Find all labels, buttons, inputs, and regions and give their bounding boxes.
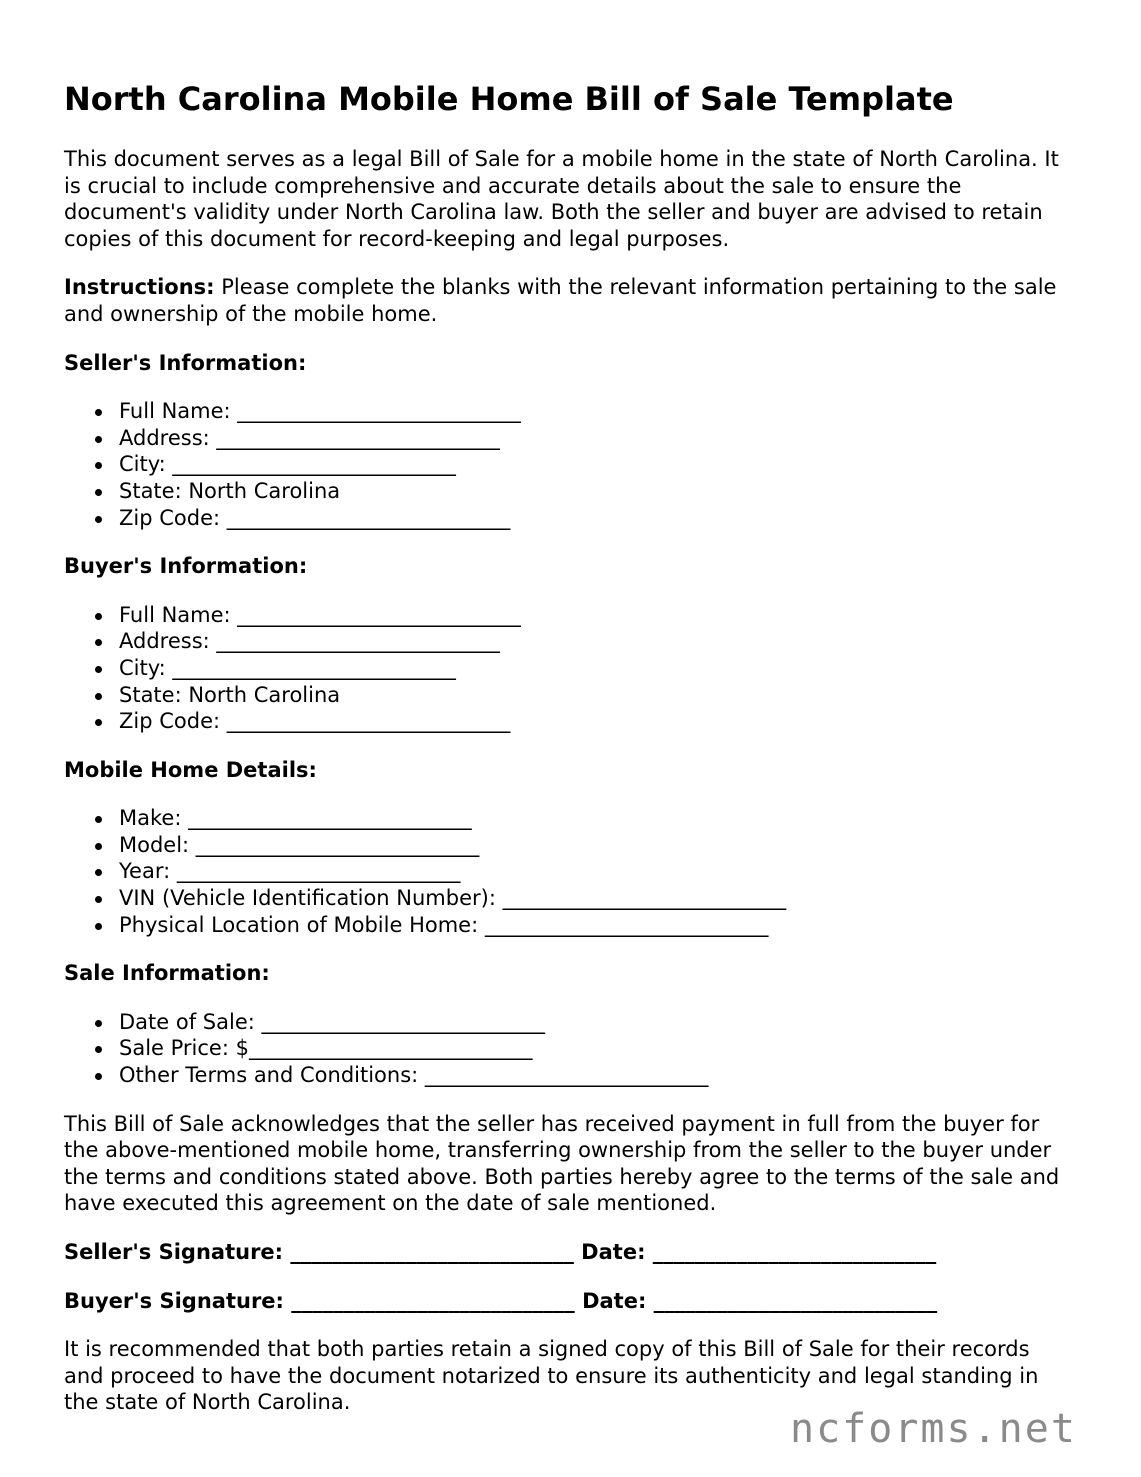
vin-field: VIN (Vehicle Identification Number): ___________________________ [119,885,1074,912]
seller-zip-field: Zip Code: ___________________________ [119,505,1074,532]
seller-state-field: State: North Carolina [119,478,1074,505]
intro-paragraph: This document serves as a legal Bill of Sale for a mobile home in the state of North Carolina. It is crucial to include comprehensive and accurate details about the sale to ensure the document's validity under North Carolina law. Both the seller and buyer are advised to retain copies of this document for record-keeping and legal purposes. [64,147,1059,251]
closing-paragraph: It is recommended that both parties retain a signed copy of this Bill of Sale for their records and proceed to have the document notarized to ensure its authenticity and legal standing in the state of North Carolina. [64,1337,1039,1415]
instructions-label: Instructions: [64,275,215,300]
buyer-address-field: Address: ___________________________ [119,628,1074,655]
seller-heading: Seller's Information: [64,350,307,375]
mobile-home-list [64,805,1074,938]
buyer-list [64,602,1074,735]
sale-price-field: Sale Price: $___________________________ [119,1035,1074,1062]
location-field: Physical Location of Mobile Home: ___________________________ [119,912,1074,939]
date-of-sale-field: Date of Sale: ___________________________ [119,1009,1074,1036]
buyer-signature-line: Buyer's Signature: ___________________________ Date: ___________________________ [64,1288,938,1313]
seller-full-name-field: Full Name: ___________________________ [119,398,1074,425]
buyer-heading: Buyer's Information: [64,554,308,579]
watermark: ncforms.net [790,1406,1077,1452]
instructions-text: Please complete the blanks with the relevant information pertaining to the sale and ownership of the mobile home. [64,275,1057,326]
seller-list [64,398,1074,531]
other-terms-field: Other Terms and Conditions: ___________________________ [119,1062,1074,1089]
sale-heading: Sale Information: [64,961,270,986]
instructions-paragraph [64,274,1074,327]
buyer-state-field: State: North Carolina [119,682,1074,709]
document-page [64,78,1074,1438]
seller-signature-line: Seller's Signature: ___________________________ Date: ___________________________ [64,1240,937,1264]
buyer-full-name-field: Full Name: ___________________________ [119,602,1074,629]
make-field: Make: ___________________________ [119,805,1074,832]
seller-city-field: City: ___________________________ [119,451,1074,478]
page-title: North Carolina Mobile Home Bill of Sale Template [64,80,954,118]
acknowledgement-paragraph: This Bill of Sale acknowledges that the seller has received payment in full from the buyer for the above-mentioned mobile home, transferring ownership from the seller to the buyer under the terms and conditions stated above. Both parties hereby agree to the terms of the sale and have executed this agreement on the date of sale mentioned. [64,1111,1060,1216]
buyer-zip-field: Zip Code: ___________________________ [119,708,1074,735]
buyer-city-field: City: ___________________________ [119,655,1074,682]
year-field: Year: ___________________________ [119,858,1074,885]
model-field: Model: ___________________________ [119,832,1074,859]
seller-address-field: Address: ___________________________ [119,425,1074,452]
sale-list [64,1009,1074,1089]
mobile-home-heading: Mobile Home Details: [64,757,317,782]
